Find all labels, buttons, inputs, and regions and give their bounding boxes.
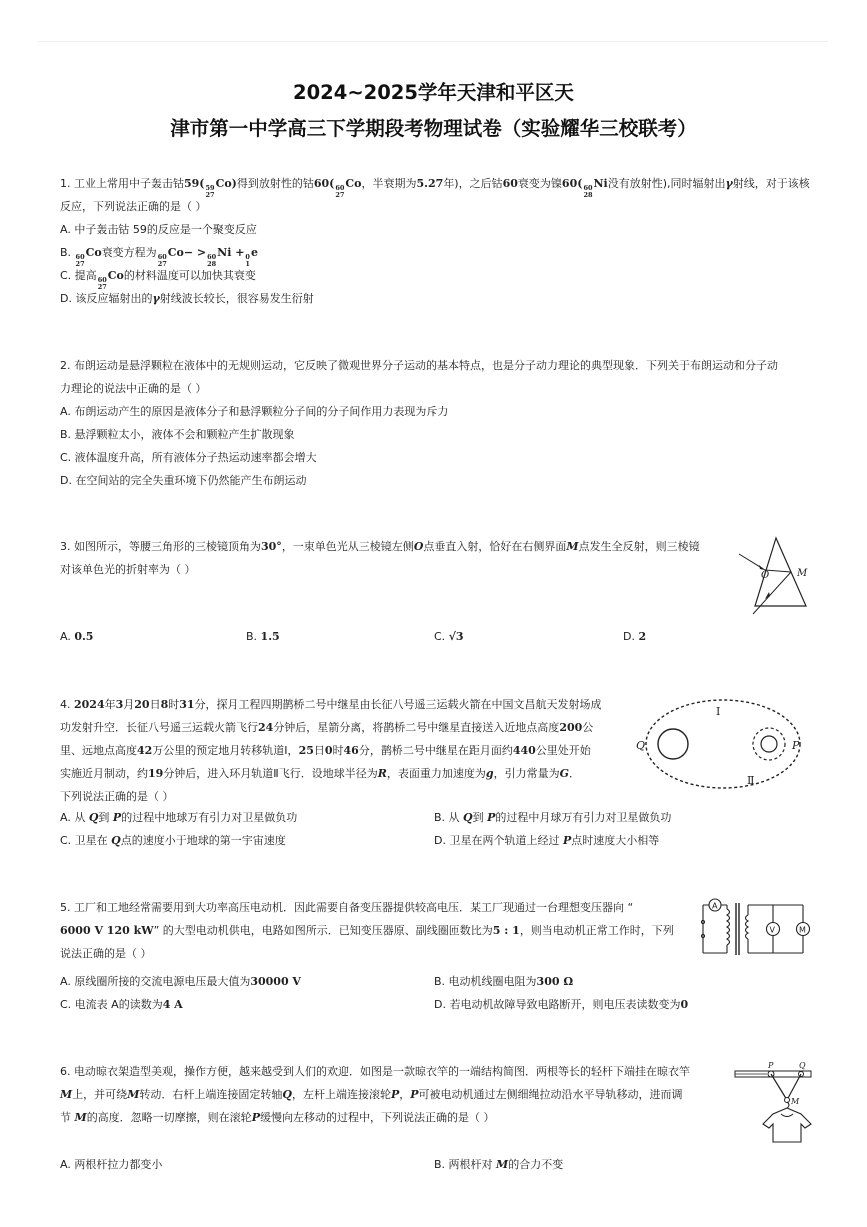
q5-fig-voltmeter-label: V [769, 925, 775, 935]
q6-stem-line2: M上，并可绕M转动．右杆上端连接固定转轴Q，左杆上端连接滚轮P，P可被电动机通过左侧细绳拉动沿水平导轨移动，进而调 [60, 1088, 683, 1101]
q4-fig-point-p: P [792, 739, 800, 752]
q4-stem-line2: 功发射升空．长征八号遥三运载火箭飞行24分钟后，星箭分离，将鹊桥二号中继星直接送入近地点高度200公 [60, 721, 594, 734]
q5-fig-ammeter-label: A [712, 901, 718, 911]
q1-option-b[interactable]: B. 60 27 Co衰变方程为 60 27 Co− > 60 28 Ni + 0 1 e [60, 246, 258, 268]
q6-clothes-rack-figure [733, 1058, 813, 1144]
q2-option-b[interactable]: B. 悬浮颗粒太小，液体不会和颗粒产生扩散现象 [60, 428, 295, 441]
q5-option-a[interactable]: A. 原线圈所接的交流电源电压最大值为30000 V [60, 975, 301, 988]
q5-option-c[interactable]: C. 电流表 A的读数为4 A [60, 998, 183, 1011]
q5-fig-motor-label: M [799, 925, 806, 935]
q6-option-b[interactable]: B. 两根杆对 M的合力不变 [434, 1158, 564, 1171]
q4-option-b[interactable]: B. 从 Q到 P的过程中月球万有引力对卫星做负功 [434, 811, 672, 824]
q6-stem-line3: 节 M的高度．忽略一切摩擦，则在滚轮P缓慢向左移动的过程中，下列说法正确的是（ ） [60, 1111, 495, 1124]
q1-stem-line2: 反应，下列说法正确的是（ ） [60, 200, 207, 213]
q3-fig-label-m: M [797, 568, 808, 579]
q3-stem-line1: 3. 如图所示，等腰三角形的三棱镜顶角为30°，一束单色光从三棱镜左侧O点垂直入射，恰好在右侧界面M点发生全反射，则三棱镜 [60, 540, 700, 553]
q4-stem-line3: 里、远地点高度42万公里的预定地月转移轨道Ⅰ，25日0时46分，鹊桥二号中继星在距月面约440公里处开始 [60, 744, 591, 757]
q1-stem-line1: 1. 工业上常用中子轰击钴59( 59 27 Co)得到放射性的钴60( 60 27 Co，半衰期为5.27年)，之后钴60衰变为镍60( 60 28 Ni没有放射性),同时辐射出γ射线，对于该核 [60, 177, 810, 199]
q5-option-b[interactable]: B. 电动机线圈电阻为300 Ω [434, 975, 574, 988]
q1-option-c[interactable]: C. 提高 60 27 Co的材料温度可以加快其衰变 [60, 269, 256, 291]
q3-option-c[interactable]: C. √3 [434, 630, 464, 643]
q6-fig-label-m: M [791, 1097, 800, 1106]
q4-option-d[interactable]: D. 卫星在两个轨道上经过 P点时速度大小相等 [434, 834, 660, 847]
q3-stem-line2: 对该单色光的折射率为（ ） [60, 563, 196, 576]
q4-fig-orbit-2-label: Ⅱ [747, 774, 755, 787]
nuclide-ni60: 60 28 [583, 184, 593, 199]
q5-stem-line1: 5. 工厂和工地经常需要用到大功率高压电动机．因此需要自备变压器提供较高电压．某工厂现通过一台理想变压器向 “ [60, 901, 634, 914]
q5-stem-line2: 6000 V 120 kW” 的大型电动机供电，电路如图所示．已知变压器原、副线圈匝数比为5 : 1，则当电动机正常工作时，下列 [60, 924, 674, 937]
q4-stem-line4: 实施近月制动，约19分钟后，进入环月轨道Ⅱ飞行．设地球半径为R，表面重力加速度为g，引力常量为G． [60, 767, 580, 780]
q2-option-d[interactable]: D. 在空间站的完全失重环境下仍然能产生布朗运动 [60, 474, 307, 487]
exam-title-line2: 津市第一中学高三下学期段考物理试卷（实验耀华三校联考） [170, 117, 697, 140]
q4-stem-line1: 4. 2024年3月20日8时31分，探月工程四期鹊桥二号中继星由长征八号遥三运载火箭在中国文昌航天发射场成 [60, 698, 602, 711]
nuclide-co60: 60 27 [335, 184, 345, 199]
q6-fig-label-p: P [768, 1061, 774, 1070]
q3-option-d[interactable]: D. 2 [623, 630, 647, 643]
q3-fig-label-o: O [761, 570, 770, 581]
q2-option-a[interactable]: A. 布朗运动产生的原因是液体分子和悬浮颗粒分子间的分子间作用力表现为斥力 [60, 405, 449, 418]
q6-fig-label-q: Q [799, 1061, 806, 1070]
q2-stem-line2: 力理论的说法中正确的是（ ） [60, 382, 207, 395]
exam-title-line1: 2024~2025学年天津和平区天 [293, 81, 574, 104]
header-divider [38, 41, 828, 42]
q3-prism-figure [735, 534, 810, 618]
q2-option-c[interactable]: C. 液体温度升高，所有液体分子热运动速率都会增大 [60, 451, 317, 464]
q4-option-a[interactable]: A. 从 Q到 P的过程中地球万有引力对卫星做负功 [60, 811, 298, 824]
q3-option-b[interactable]: B. 1.5 [246, 630, 280, 643]
q1-option-d[interactable]: D. 该反应辐射出的γ射线波长较长，很容易发生衍射 [60, 292, 314, 305]
q2-stem-line1: 2. 布朗运动是悬浮颗粒在液体中的无规则运动，它反映了微观世界分子运动的基本特点，也是分子动力理论的典型现象．下列关于布朗运动和分子动 [60, 359, 778, 372]
q4-option-c[interactable]: C. 卫星在 Q点的速度小于地球的第一宇宙速度 [60, 834, 286, 847]
q4-stem-line5: 下列说法正确的是（ ） [60, 790, 174, 803]
q6-stem-line1: 6. 电动晾衣架造型美观，操作方便，越来越受到人们的欢迎．如图是一款晾衣竿的一端结构简图．两根等长的轻杆下端挂在晾衣竿 [60, 1065, 690, 1078]
q1-option-a[interactable]: A. 中子轰击钴 59的反应是一个聚变反应 [60, 223, 257, 236]
q4-fig-point-q: Q [636, 739, 646, 752]
q5-circuit-figure [693, 895, 811, 961]
q4-orbit-figure [630, 690, 812, 798]
q4-fig-orbit-1-label: Ⅰ [716, 705, 721, 718]
nuclide-co59: 59 27 [205, 184, 215, 199]
q6-option-a[interactable]: A. 两根杆拉力都变小 [60, 1158, 163, 1171]
q3-option-a[interactable]: A. 0.5 [60, 630, 94, 643]
q5-option-d[interactable]: D. 若电动机故障导致电路断开，则电压表读数变为0 [434, 998, 689, 1011]
q5-stem-line3: 说法正确的是（ ） [60, 947, 152, 960]
